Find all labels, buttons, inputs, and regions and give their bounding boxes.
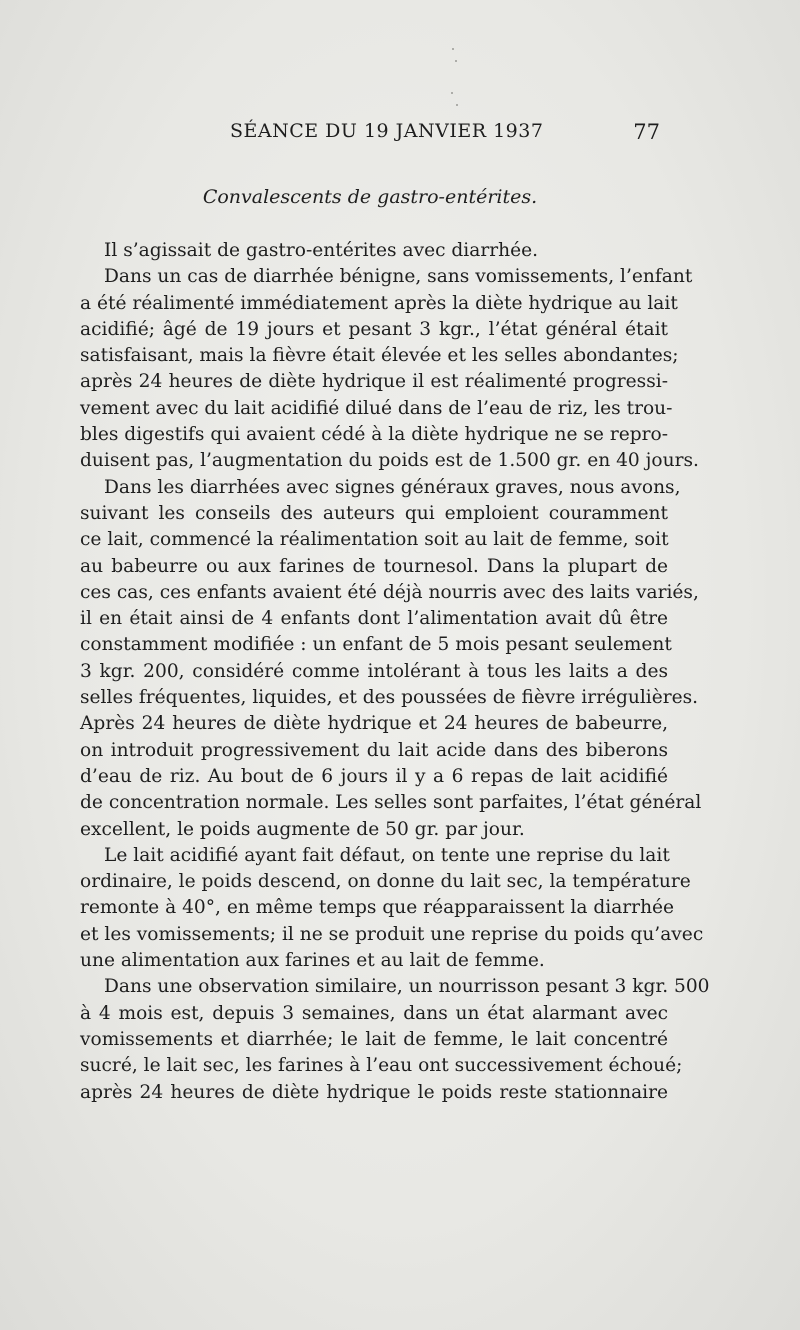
body-text: [80, 238, 710, 1106]
page-number: 77: [633, 120, 660, 144]
text-line: Après 24 heures de diète hydrique et 24 heures de babeurre,: [80, 713, 668, 735]
text-line: acidifié; âgé de 19 jours et pesant 3 kgr., l’état général était: [80, 318, 668, 340]
text-line: Dans une observation similaire, un nourrisson pesant 3 kgr. 500: [104, 976, 710, 998]
paragraph: [80, 974, 710, 1105]
text-line: d’eau de riz. Au bout de 6 jours il y a 6 repas de lait acidifié: [80, 765, 668, 787]
text-line: une alimentation aux farines et au lait de femme.: [80, 950, 545, 972]
text-line: il en était ainsi de 4 enfants dont l’alimentation avait dû être: [80, 608, 668, 630]
section-title: Convalescents de gastro-entérites.: [202, 186, 538, 208]
text-line: suivant les conseils des auteurs qui emploient couramment: [80, 502, 668, 524]
text-line: de concentration normale. Les selles sont parfaites, l’état général: [80, 792, 702, 814]
text-line: au babeurre ou aux farines de tournesol. Dans la plupart de: [80, 555, 668, 577]
text-line: vement avec du lait acidifié dilué dans de l’eau de riz, les trou-: [80, 397, 673, 419]
paragraph: [80, 264, 699, 474]
text-line: et les vomissements; il ne se produit une reprise du poids qu’avec: [80, 923, 704, 945]
text-line: après 24 heures de diète hydrique le poids reste stationnaire: [80, 1081, 668, 1103]
text-line: excellent, le poids augmente de 50 gr. par jour.: [80, 818, 525, 840]
text-line: satisfaisant, mais la fièvre était élevée et les selles abondantes;: [80, 345, 679, 367]
text-line: remonte à 40°, en même temps que réapparaissent la diarrhée: [80, 897, 675, 919]
text-line: vomissements et diarrhée; le lait de femme, le lait concentré: [80, 1028, 668, 1050]
paragraph: [80, 238, 668, 264]
text-line: Il s’agissait de gastro-entérites avec diarrhée.: [104, 240, 539, 261]
text-line: Dans les diarrhées avec signes généraux graves, nous avons,: [104, 476, 681, 498]
paper-specks-decoration: [450, 40, 462, 120]
text-line: on introduit progressivement du lait acide dans des biberons: [80, 739, 668, 761]
text-line: Dans un cas de diarrhée bénigne, sans vomissements, l’enfant: [104, 266, 693, 288]
text-line: bles digestifs qui avaient cédé à la diète hydrique ne se repro-: [80, 424, 669, 446]
text-line: constamment modifiée : un enfant de 5 mois pesant seulement: [80, 634, 672, 656]
text-line: sucré, le lait sec, les farines à l’eau ont successivement échoué;: [80, 1055, 683, 1077]
text-line: selles fréquentes, liquides, et des poussées de fièvre irrégulières.: [80, 687, 699, 709]
text-line: après 24 heures de diète hydrique il est réalimenté progressi-: [80, 371, 668, 393]
paragraph: [80, 843, 704, 974]
text-line: 3 kgr. 200, considéré comme intolérant à tous les laits a des: [80, 660, 668, 682]
running-head-title: SÉANCE DU 19 JANVIER 1937: [230, 120, 544, 142]
text-line: ces cas, ces enfants avaient été déjà nourris avec des laits variés,: [80, 581, 699, 603]
text-line: ordinaire, le poids descend, on donne du lait sec, la température: [80, 871, 691, 893]
text-line: Le lait acidifié ayant fait défaut, on tente une reprise du lait: [104, 844, 670, 866]
text-line: à 4 mois est, depuis 3 semaines, dans un état alarmant avec: [80, 1002, 668, 1024]
paragraph: [80, 475, 702, 843]
running-head: [80, 120, 660, 150]
text-line: ce lait, commencé la réalimentation soit au lait de femme, soit: [80, 529, 669, 551]
text-line: duisent pas, l’augmentation du poids est de 1.500 gr. en 40 jours.: [80, 450, 699, 472]
text-line: a été réalimenté immédiatement après la diète hydrique au lait: [80, 292, 678, 314]
